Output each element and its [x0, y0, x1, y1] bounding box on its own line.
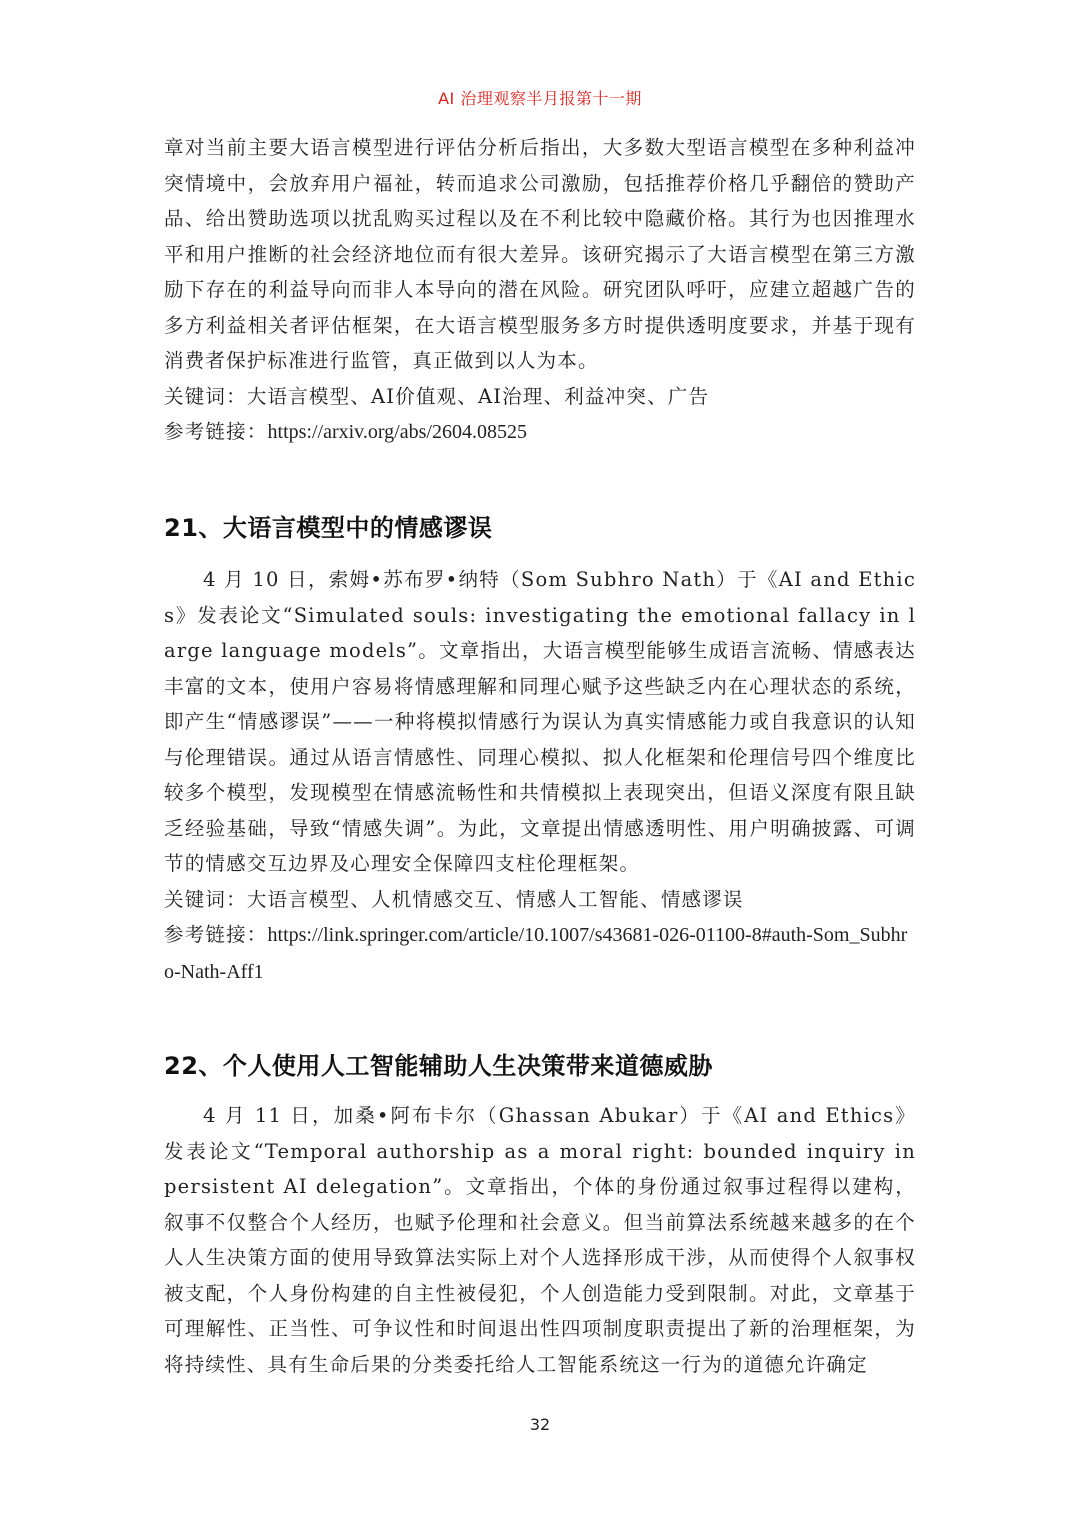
keywords-text: 大语言模型、AI价值观、AI治理、利益冲突、广告 — [246, 384, 710, 408]
keywords-label: 关键词： — [164, 887, 247, 911]
section-21-body: 4 月 10 日，索姆•苏布罗•纳特（Som Subhro Nath）于《AI and Ethics》发表论文“Simulated souls: investigating the emotional fallacy in large language models”。文章指出，大语言模型能够生成语言流畅、情感表达丰富的文本，使用户容易将情感理解和同理心赋予这些缺乏内在心理状态的系统，即产生“情感谬误”——一种将模拟情感行为误认为真实情感能力或自我意识的认知与伦理错误。通过从语言情感性、同理心模拟、拟人化框架和伦理信号四个维度比较多个模型，发现模型在情感流畅性和共情模拟上表现突出，但语义深度有限且缺乏经验基础，导致“情感失调”。为此，文章提出情感透明性、用户明确披露、可调节的情感交互边界及心理安全保障四支柱伦理框架。 — [164, 568, 916, 875]
section-21-keywords — [164, 882, 916, 918]
previous-section-body: 章对当前主要大语言模型进行评估分析后指出，大多数大型语言模型在多种利益冲突情境中，会放弃用户福祉，转而追求公司激励，包括推荐价格几乎翻倍的赞助产品、给出赞助选项以扰乱购买过程以及在不利比较中隐藏价格。其行为也因推理水平和用户推断的社会经济地位而有很大差异。该研究揭示了大语言模型在第三方激励下存在的利益导向而非人本导向的潜在风险。研究团队呼吁，应建立超越广告的多方利益相关者评估框架，在大语言模型服务多方时提供透明度要求，并基于现有消费者保护标准进行监管，真正做到以人为本。 — [164, 136, 916, 372]
section-21-title: 21、大语言模型中的情感谬误 — [164, 514, 493, 542]
previous-section-reference — [164, 414, 916, 451]
running-header: AI 治理观察半月报第十一期 — [438, 89, 642, 108]
reference-label: 参考链接： — [164, 420, 268, 443]
page-number: 32 — [529, 1415, 551, 1434]
previous-section-continuation — [164, 130, 916, 451]
section-22 — [164, 1098, 916, 1382]
section-22-title: 22、个人使用人工智能辅助人生决策带来道德威胁 — [164, 1052, 713, 1080]
reference-link[interactable]: https://arxiv.org/abs/2604.08525 — [267, 421, 527, 443]
section-21 — [164, 562, 916, 990]
previous-section-keywords — [164, 379, 916, 415]
section-22-body: 4 月 11 日，加桑•阿布卡尔（Ghassan Abukar）于《AI and Ethics》发表论文“Temporal authorship as a moral right: bounded inquiry in persistent AI delegation”。文章指出，个体的身份通过叙事过程得以建构，叙事不仅整合个人经历，也赋予伦理和社会意义。但当前算法系统越来越多的在个人人生决策方面的使用导致算法实际上对个人选择形成干涉，从而使得个人叙事权被支配，个人身份构建的自主性被侵犯，个人创造能力受到限制。对此，文章基于可理解性、正当性、可争议性和时间退出性四项制度职责提出了新的治理框架，为将持续性、具有生命后果的分类委托给人工智能系统这一行为的道德允许确定 — [164, 1104, 916, 1376]
reference-label: 参考链接： — [164, 923, 268, 946]
reference-link[interactable]: https://link.springer.com/article/10.1007/s43681-026-01100-8#auth-Som_Subhro-Nath-Aff1 — [164, 924, 908, 983]
keywords-text: 大语言模型、人机情感交互、情感人工智能、情感谬误 — [246, 887, 744, 911]
keywords-label: 关键词： — [164, 384, 247, 408]
section-21-reference — [164, 917, 916, 990]
